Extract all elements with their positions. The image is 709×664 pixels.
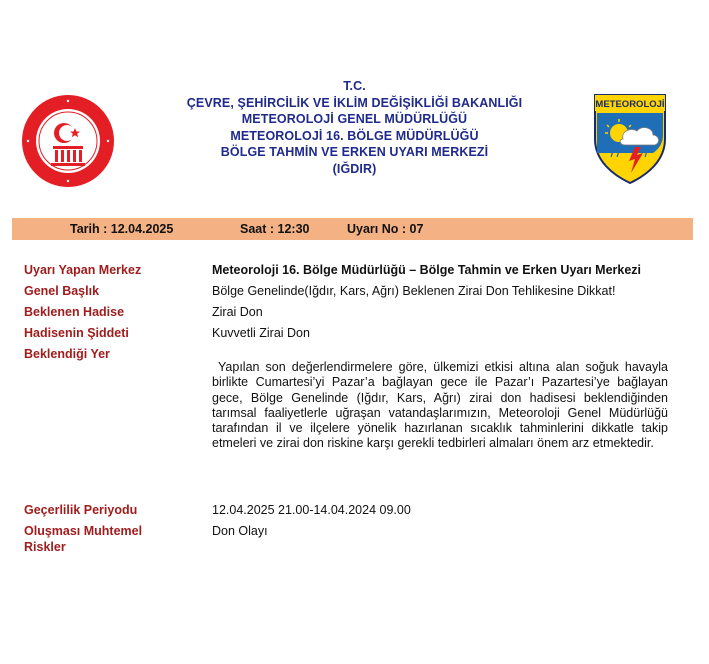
value-possible-risks: Don Olayı [212,524,268,538]
warning-description: Yapılan son değerlendirmelere göre, ülkemizi etkisi altına alan soğuk havayla birlikte Cumartesi’yi Pazar’a bağlayan gece ile Pazar’ı Pazartesi’ye bağlayan gece, Bölge Genelinde (Iğdır, Kars, Ağrı) zirai don hadisesi beklendiğinden tarımsal faaliyetlerle uğraşan vatandaşlarımızın, Meteoroloji Genel Müdürlüğü tarafından il ve ilçelere yönelik hazırlanan sıcaklık tahminlerini dikkatle takip etmeleri ve zirai don riskine karşı gerekli tedbirleri almaları önem arz etmektedir. [212,360,668,451]
label-issuing-center: Uyarı Yapan Merkez [24,263,142,277]
header-line-tc: T.C. [343,79,366,93]
logo-text: METEOROLOJİ [595,99,665,110]
date-text: Tarih : 12.04.2025 [70,222,174,236]
header-line-general-directorate: METEOROLOJİ GENEL MÜDÜRLÜĞÜ [241,112,468,126]
value-validity-period: 12.04.2025 21.00-14.04.2024 09.00 [212,503,411,517]
label-expected-event: Beklenen Hadise [24,305,125,319]
label-general-title: Genel Başlık [24,284,100,298]
value-issuing-center: Meteoroloji 16. Bölge Müdürlüğü – Bölge Tahmin ve Erken Uyarı Merkezi [212,263,642,277]
label-expected-location: Beklendiği Yer [24,347,110,361]
header-line-regional-directorate: METEOROLOJİ 16. BÖLGE MÜDÜRLÜĞÜ [230,128,479,143]
header-line-center: BÖLGE TAHMİN VE ERKEN UYARI MERKEZİ [220,145,489,159]
label-event-severity: Hadisenin Şiddeti [24,326,129,340]
document-header [0,78,709,177]
time-text: Saat : 12:30 [240,222,310,236]
warning-number-text: Uyarı No : 07 [347,222,424,236]
info-bar [12,218,693,240]
value-event-severity: Kuvvetli Zirai Don [212,326,310,340]
label-validity-period: Geçerlilik Periyodu [24,503,138,517]
label-possible-risks: Oluşması Muhtemel Riskler [24,524,143,554]
value-general-title: Bölge Genelinde(Iğdır, Kars, Ağrı) Beklenen Zirai Don Tehlikesine Dikkat! [212,284,616,298]
value-expected-event: Zirai Don [212,305,263,319]
header-line-ministry: ÇEVRE, ŞEHİRCİLİK VE İKLİM DEĞİŞİKLİĞİ BAKANLIĞI [186,95,523,110]
header-line-city: (IĞDIR) [332,161,377,176]
